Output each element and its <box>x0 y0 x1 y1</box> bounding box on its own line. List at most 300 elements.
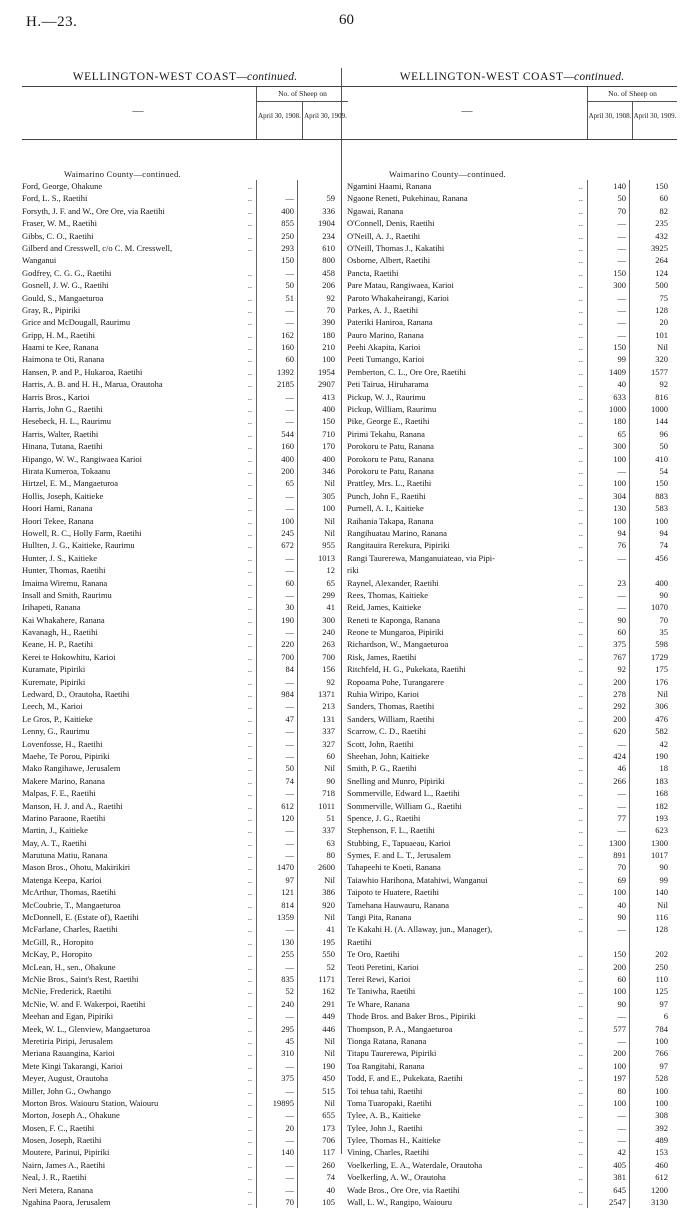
sheep-1909: 392 <box>629 1122 671 1134</box>
sheep-1909: 100 <box>629 515 671 527</box>
holder-name: Mason Bros., Ohotu, Makirikiri .. <box>22 862 252 873</box>
holder-name: Kai Whakahere, Ranana .. <box>22 614 252 625</box>
holder-name: Pancta, Raetihi .. <box>347 267 583 278</box>
sheep-1908: — <box>587 1134 629 1146</box>
holder-name: Meehan and Egan, Pipiriki .. <box>22 1011 252 1022</box>
table-row <box>22 242 348 254</box>
table-row <box>22 738 348 750</box>
sheep-1909: 100 <box>629 1035 671 1047</box>
sheep-1908: 612 <box>256 800 297 812</box>
sheep-1909: 42 <box>629 738 671 750</box>
sheep-1909: 100 <box>297 353 338 365</box>
sheep-1908: — <box>256 1134 297 1146</box>
leader-dots: .. <box>578 788 583 799</box>
table-row <box>22 428 348 440</box>
leader-dots: .. <box>247 1159 252 1170</box>
table-row <box>22 192 348 204</box>
sheep-1908: 1470 <box>256 861 297 873</box>
table-row <box>22 453 348 465</box>
sheep-1908: 278 <box>587 688 629 700</box>
sheep-1909: 101 <box>629 329 671 341</box>
table-row <box>347 948 677 960</box>
table-row <box>22 230 348 242</box>
holder-name: Ngawai, Ranana .. <box>347 205 583 216</box>
leader-dots: .. <box>247 354 252 365</box>
leader-dots: .. <box>247 664 252 675</box>
table-row <box>22 1047 348 1059</box>
sheep-1908: 70 <box>587 205 629 217</box>
table-row <box>347 353 677 365</box>
holder-name: Kavanagh, H., Raetihi .. <box>22 627 252 638</box>
leader-dots: .. <box>247 527 252 538</box>
leader-dots: .. <box>247 862 252 873</box>
leader-dots: .. <box>578 961 583 972</box>
leader-dots: .. <box>247 317 252 328</box>
holder-name: Prattley, Mrs. L., Raetihi .. <box>347 478 583 489</box>
holder-name: Te Whare, Ranana .. <box>347 998 583 1009</box>
sheep-1909: 40 <box>297 1184 338 1196</box>
sheep-1908: 70 <box>256 1196 297 1208</box>
table-row <box>347 886 677 898</box>
leader-dots: .. <box>578 242 583 253</box>
table-row <box>22 750 348 762</box>
sheep-1908: 292 <box>587 700 629 712</box>
table-row <box>347 1035 677 1047</box>
table-row <box>347 217 677 229</box>
sheep-1908: 70 <box>587 861 629 873</box>
sheep-1908: 162 <box>256 329 297 341</box>
table-row <box>22 205 348 217</box>
table-row <box>347 1146 677 1158</box>
table-row <box>22 700 348 712</box>
table-row <box>347 180 677 192</box>
sheep-1908: 190 <box>256 614 297 626</box>
table-row <box>22 292 348 304</box>
holder-name: Voelkerling, A. W., Orautoha .. <box>347 1172 583 1183</box>
holder-name: Sommerville, Edward L., Raetihi .. <box>347 788 583 799</box>
holder-name: Hesebeck, H. L., Raurimu .. <box>22 416 252 427</box>
left-title-suffix: —continued. <box>236 71 298 83</box>
holder-name: Tionga Ratana, Ranana .. <box>347 1035 583 1046</box>
sheep-1909 <box>297 180 338 192</box>
leader-dots: .. <box>578 428 583 439</box>
holder-name: Wade Bros., Ore Ore, via Raetihi .. <box>347 1184 583 1195</box>
table-row <box>347 577 677 589</box>
sheep-1908: — <box>256 961 297 973</box>
sheep-1908: — <box>256 1109 297 1121</box>
sheep-1909: 476 <box>629 713 671 725</box>
table-row <box>22 564 348 576</box>
sheep-1908: 90 <box>587 998 629 1010</box>
sheep-1909: 52 <box>297 961 338 973</box>
table-row <box>22 403 348 415</box>
sheep-1908: 295 <box>256 1023 297 1035</box>
left-column-title <box>22 68 348 86</box>
leader-dots: .. <box>247 850 252 861</box>
leader-dots: .. <box>578 280 583 291</box>
holder-name: Thode Bros. and Baker Bros., Pipiriki .. <box>347 1011 583 1022</box>
leader-dots: .. <box>578 404 583 415</box>
sheep-1909: Nil <box>297 515 338 527</box>
table-row <box>347 428 677 440</box>
right-table-body <box>347 180 677 1208</box>
holder-name: Teoti Peretini, Karioi .. <box>347 961 583 972</box>
sheep-1908: 51 <box>256 292 297 304</box>
left-table-header <box>22 86 348 140</box>
document-reference: H.—23. <box>26 14 78 30</box>
sheep-1908: — <box>256 192 297 204</box>
holder-name: Pickup, W. J., Raurimu .. <box>347 391 583 402</box>
sheep-1909: 234 <box>297 230 338 242</box>
sheep-1909: 920 <box>297 899 338 911</box>
leader-dots: .. <box>247 329 252 340</box>
holder-name: Moutere, Parinui, Pipiriki .. <box>22 1147 252 1158</box>
table-row <box>22 1134 348 1146</box>
holder-name: Gray, R., Pipiriki .. <box>22 304 252 315</box>
leader-dots: .. <box>247 465 252 476</box>
leader-dots: .. <box>247 1073 252 1084</box>
sheep-1908: 90 <box>587 911 629 923</box>
left-name-header: — <box>132 105 144 117</box>
sheep-1908: — <box>256 787 297 799</box>
sheep-1908: — <box>587 1122 629 1134</box>
table-row <box>347 1184 677 1196</box>
holder-name: Ngamini Haami, Ranana .. <box>347 181 583 191</box>
sheep-1908: — <box>256 1171 297 1183</box>
leader-dots: .. <box>578 676 583 687</box>
right-title-text: WELLINGTON-WEST COAST <box>399 71 564 83</box>
sheep-1908: 60 <box>256 577 297 589</box>
table-row <box>22 849 348 861</box>
table-row <box>22 1023 348 1035</box>
holder-name: Kuramate, Pipiriki .. <box>22 664 252 675</box>
table-row <box>347 1159 677 1171</box>
sheep-1908: 90 <box>587 614 629 626</box>
holder-name: Mosen, F. C., Raetihi .. <box>22 1122 252 1133</box>
leader-dots: .. <box>578 974 583 984</box>
table-row <box>22 601 348 613</box>
holder-name: Paroto Whakaheirangi, Karioi .. <box>347 292 583 303</box>
sheep-1909: 210 <box>297 341 338 353</box>
sheep-1908: — <box>256 403 297 415</box>
holder-name: Osborne, Albert, Raetihi .. <box>347 255 583 266</box>
left-col-1908-header: April 30, 1908. <box>258 112 301 120</box>
table-row <box>22 936 348 948</box>
sheep-1909: 400 <box>629 577 671 589</box>
sheep-1909: 446 <box>297 1023 338 1035</box>
sheep-1908: — <box>587 552 629 564</box>
sheep-1909: 250 <box>629 961 671 973</box>
sheep-1909: 612 <box>629 1171 671 1183</box>
table-row <box>347 453 677 465</box>
leader-dots: .. <box>578 1085 583 1096</box>
table-row <box>22 1085 348 1097</box>
sheep-1909: 50 <box>629 440 671 452</box>
leader-dots: .. <box>247 589 252 600</box>
holder-name: Martin, J., Kaitieke .. <box>22 825 252 836</box>
leader-dots: .. <box>578 465 583 476</box>
table-row <box>22 1060 348 1072</box>
holder-name: riki <box>347 565 359 576</box>
table-row <box>347 688 677 700</box>
sheep-1908: 40 <box>587 899 629 911</box>
table-row <box>22 217 348 229</box>
sheep-1908: — <box>256 849 297 861</box>
holder-name: Hoori Hami, Ranana .. <box>22 503 252 514</box>
table-row <box>22 713 348 725</box>
sheep-1908: — <box>256 304 297 316</box>
sheep-1909: 2600 <box>297 861 338 873</box>
leader-dots: .. <box>247 428 252 439</box>
holder-name: Hollis, Joseph, Kaitieke .. <box>22 490 252 501</box>
sheep-1908: — <box>587 923 629 935</box>
table-row <box>22 837 348 849</box>
sheep-1909: 92 <box>297 292 338 304</box>
table-row <box>347 923 677 935</box>
sheep-1909: 144 <box>629 415 671 427</box>
sheep-1908: 240 <box>256 998 297 1010</box>
leader-dots: .. <box>578 577 583 588</box>
sheep-1909: 235 <box>629 217 671 229</box>
table-row <box>22 180 348 192</box>
leader-dots: .. <box>247 676 252 687</box>
sheep-1909: 74 <box>297 1171 338 1183</box>
holder-name: Pirimi Tekahu, Ranana .. <box>347 428 583 439</box>
sheep-1909: 6 <box>629 1010 671 1022</box>
sheep-1908: 767 <box>587 651 629 663</box>
leader-dots: .. <box>578 379 583 390</box>
leader-dots: .. <box>247 490 252 501</box>
sheep-1909: 74 <box>629 539 671 551</box>
sheep-1908: — <box>587 800 629 812</box>
holder-name: Harris, John G., Raetihi .. <box>22 404 252 415</box>
leader-dots: .. <box>247 503 252 514</box>
holder-name: McDonnell, E. (Estate of), Raetihi .. <box>22 912 252 923</box>
sheep-1909: 182 <box>629 800 671 812</box>
table-row <box>22 626 348 638</box>
holder-name: McKay, P., Horopito .. <box>22 949 252 960</box>
leader-dots: .. <box>578 230 583 241</box>
sheep-1908: 130 <box>256 936 297 948</box>
holder-name: Ritchfeld, H. G., Pukekata, Raetihi .. <box>347 664 583 675</box>
table-row <box>347 874 677 886</box>
table-row <box>22 490 348 502</box>
holder-name: Vining, Charles, Raetihi .. <box>347 1147 583 1158</box>
right-col-1908-header: April 30, 1908. <box>588 112 632 120</box>
sheep-1908 <box>587 936 629 948</box>
sheep-1908: 130 <box>587 502 629 514</box>
table-row <box>347 1060 677 1072</box>
table-row <box>22 1122 348 1134</box>
holder-name: Kerei te Hokowhitu, Karioi .. <box>22 651 252 662</box>
holder-name: Toma Tuaropaki, Raetihi .. <box>347 1097 583 1108</box>
sheep-1908: — <box>256 502 297 514</box>
leader-dots: .. <box>578 391 583 402</box>
table-row <box>347 861 677 873</box>
leader-dots: .. <box>247 750 252 761</box>
sheep-1909: 100 <box>297 502 338 514</box>
leader-dots: .. <box>247 701 252 712</box>
leader-dots: .. <box>578 255 583 266</box>
sheep-1909: 92 <box>297 676 338 688</box>
sheep-1909: 550 <box>297 948 338 960</box>
sheep-1909: 124 <box>629 267 671 279</box>
leader-dots: .. <box>247 280 252 291</box>
sheep-1908: 60 <box>256 353 297 365</box>
holder-name: Rangihuatau Marino, Ranana .. <box>347 527 583 538</box>
sheep-1909: 706 <box>297 1134 338 1146</box>
leader-dots: .. <box>247 478 252 489</box>
holder-name: Hunter, Thomas, Raetihi .. <box>22 565 252 576</box>
sheep-1909: 515 <box>297 1085 338 1097</box>
leader-dots: .. <box>247 1110 252 1121</box>
leader-dots: .. <box>578 193 583 204</box>
table-row <box>347 279 677 291</box>
leader-dots: .. <box>247 614 252 625</box>
sheep-1909: Nil <box>629 688 671 700</box>
holder-name: Howell, R. C., Holly Farm, Raetihi .. <box>22 527 252 538</box>
leader-dots: .. <box>247 267 252 278</box>
sheep-1909: 500 <box>629 279 671 291</box>
table-row <box>347 403 677 415</box>
sheep-1909: 337 <box>297 824 338 836</box>
table-row <box>347 1047 677 1059</box>
holder-name: Gosnell, J. W. G., Raetihi .. <box>22 280 252 291</box>
sheep-1909: 610 <box>297 242 338 254</box>
holder-name: Ruhia Wiripo, Karioi .. <box>347 689 583 700</box>
holder-name: McNie Bros., Saint's Rest, Raetihi .. <box>22 974 252 984</box>
table-row <box>347 589 677 601</box>
sheep-1908: 2185 <box>256 378 297 390</box>
table-row <box>347 700 677 712</box>
sheep-1908: 633 <box>587 391 629 403</box>
leader-dots: .. <box>578 1172 583 1183</box>
leader-dots: .. <box>578 701 583 712</box>
table-row <box>347 440 677 452</box>
holder-name: Mako Rangihawe, Jerusalem .. <box>22 763 252 774</box>
leader-dots: .. <box>247 540 252 551</box>
table-row <box>22 998 348 1010</box>
sheep-1908: 1392 <box>256 366 297 378</box>
leader-dots: .. <box>578 1184 583 1195</box>
holder-name: Tangi Pita, Ranana .. <box>347 912 583 923</box>
holder-name: Hirata Kumeroa, Tokaanu .. <box>22 465 252 476</box>
sheep-1908: 42 <box>587 1146 629 1158</box>
sheep-1909: 202 <box>629 948 671 960</box>
holder-name: Makere Marino, Ranana .. <box>22 775 252 786</box>
table-row <box>22 267 348 279</box>
sheep-1909: 150 <box>629 477 671 489</box>
holder-name: Ford, George, Ohakune .. <box>22 181 252 191</box>
table-row <box>347 502 677 514</box>
holder-name: McCoubrie, T., Mangaeturoa .. <box>22 899 252 910</box>
leader-dots: .. <box>578 354 583 365</box>
leader-dots: .. <box>247 788 252 799</box>
table-row <box>22 874 348 886</box>
table-row <box>347 1010 677 1022</box>
sheep-1908: — <box>587 329 629 341</box>
sheep-1909: Nil <box>297 874 338 886</box>
sheep-1908: 577 <box>587 1023 629 1035</box>
table-row <box>22 552 348 564</box>
holder-name: Pickup, William, Raurimu .. <box>347 404 583 415</box>
table-row <box>347 837 677 849</box>
sheep-1909: 432 <box>629 230 671 242</box>
table-row <box>347 961 677 973</box>
sheep-1908: 100 <box>587 477 629 489</box>
sheep-1909: 1011 <box>297 800 338 812</box>
leader-dots: .. <box>578 713 583 724</box>
holder-name: Raetihi <box>347 936 372 947</box>
sheep-1908: — <box>256 824 297 836</box>
table-row <box>347 242 677 254</box>
sheep-1908: 50 <box>256 279 297 291</box>
left-sheep-group-header <box>256 87 348 139</box>
sheep-1909: 3130 <box>629 1196 671 1208</box>
holder-name: Meretiria Piripi, Jerusalem .. <box>22 1035 252 1046</box>
sheep-1908: 30 <box>256 601 297 613</box>
sheep-1908: 400 <box>256 205 297 217</box>
sheep-1909: 598 <box>629 638 671 650</box>
holder-name: Hipango, W. W., Rangiwaea Karioi .. <box>22 453 252 464</box>
sheep-1909 <box>629 564 671 576</box>
sheep-1909: 206 <box>297 279 338 291</box>
holder-name: Mete Kingi Takarangi, Karioi .. <box>22 1060 252 1071</box>
sheep-1908: 100 <box>587 453 629 465</box>
sheep-1909: 489 <box>629 1134 671 1146</box>
leader-dots: .. <box>247 1085 252 1096</box>
table-row <box>22 800 348 812</box>
table-row <box>22 676 348 688</box>
table-row <box>22 1035 348 1047</box>
holder-name: Harris, Walter, Raetihi .. <box>22 428 252 439</box>
sheep-1908: — <box>587 217 629 229</box>
holder-name: Ngaone Reneti, Pukehinau, Ranana .. <box>347 193 583 204</box>
sheep-1908: 140 <box>256 1146 297 1158</box>
table-row <box>347 527 677 539</box>
holder-name: McNie, W. and F. Wakerpoi, Raetihi .. <box>22 998 252 1009</box>
sheep-1908 <box>256 180 297 192</box>
sheep-1909: 60 <box>297 750 338 762</box>
sheep-1909: 308 <box>629 1109 671 1121</box>
sheep-1909: 400 <box>297 453 338 465</box>
holder-name: Porokoru te Patu, Ranana .. <box>347 441 583 452</box>
sheep-1908: — <box>587 824 629 836</box>
table-row <box>22 539 348 551</box>
sheep-1908: 19895 <box>256 1097 297 1109</box>
sheep-1909: 1200 <box>629 1184 671 1196</box>
leader-dots: .. <box>247 899 252 910</box>
leader-dots: .. <box>578 837 583 848</box>
leader-dots: .. <box>578 292 583 303</box>
sheep-1908: — <box>587 242 629 254</box>
table-row <box>347 192 677 204</box>
holder-name: Toi tehua tahi, Raetihi .. <box>347 1085 583 1096</box>
leader-dots: .. <box>247 218 252 229</box>
sheep-1909: 291 <box>297 998 338 1010</box>
sheep-1908: 250 <box>256 230 297 242</box>
holder-name: Hoori Tekee, Ranana .. <box>22 515 252 526</box>
holder-name: Porokoru te Patu, Ranana .. <box>347 453 583 464</box>
sheep-1908: — <box>587 292 629 304</box>
leader-dots: .. <box>247 577 252 588</box>
leader-dots: .. <box>578 1073 583 1084</box>
leader-dots: .. <box>578 1060 583 1071</box>
table-row <box>22 725 348 737</box>
table-row <box>347 638 677 650</box>
sheep-1909: Nil <box>297 1035 338 1047</box>
leader-dots: .. <box>247 453 252 464</box>
